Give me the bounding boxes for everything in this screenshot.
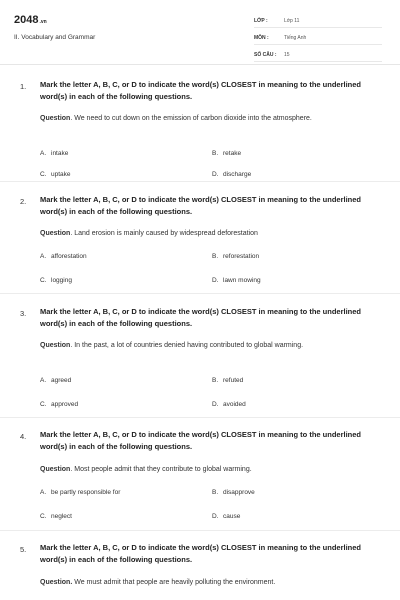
question-label: Question.	[40, 579, 73, 586]
question-text: . In the past, a lot of countries denied having contributed to global warming.	[70, 342, 304, 349]
option-letter: C.	[40, 171, 47, 178]
option-text: avoided	[223, 401, 246, 408]
question-label: Question	[40, 342, 71, 349]
option-letter: D.	[212, 277, 219, 284]
option-letter: C.	[40, 277, 47, 284]
option-letter: C.	[40, 401, 47, 408]
exam-meta	[254, 14, 382, 65]
question-number: 2.	[20, 197, 27, 206]
question-instruction: Mark the letter A, B, C, or D to indicate the word(s) CLOSEST in meaning to the underlined word(s) in each of the following questions.	[40, 543, 361, 564]
question-instruction: Mark the letter A, B, C, or D to indicate the word(s) CLOSEST in meaning to the underlined word(s) in each of the following questions.	[40, 307, 361, 328]
option-text: cause	[223, 513, 241, 520]
option-b[interactable]	[212, 377, 243, 384]
option-letter: B.	[212, 377, 219, 384]
question-stem	[40, 464, 360, 475]
option-d[interactable]	[212, 171, 251, 178]
option-letter: A.	[40, 253, 47, 260]
question-number: 4.	[20, 432, 27, 441]
option-a[interactable]	[40, 253, 87, 260]
question-text: . Most people admit that they contribute to global warming.	[70, 466, 252, 473]
question-stem	[40, 577, 380, 588]
option-c[interactable]	[40, 513, 72, 520]
option-text: intake	[51, 150, 69, 157]
question-item	[0, 531, 400, 600]
option-text: reforestation	[223, 253, 260, 260]
question-instruction: Mark the letter A, B, C, or D to indicate the word(s) CLOSEST in meaning to the underlined word(s) in each of the following questions.	[40, 430, 361, 451]
question-stem	[40, 228, 360, 239]
site-logo[interactable]	[14, 14, 47, 26]
option-b[interactable]	[212, 150, 241, 157]
question-number: 3.	[20, 309, 27, 318]
option-letter: A.	[40, 150, 47, 157]
question-item	[0, 294, 400, 418]
question-instruction: Mark the letter A, B, C, or D to indicate the word(s) CLOSEST in meaning to the underlined word(s) in each of the following questions.	[40, 80, 361, 101]
option-c[interactable]	[40, 171, 71, 178]
option-text: agreed	[51, 377, 72, 384]
question-text: . We need to cut down on the emission of carbon dioxide into the atmosphere.	[70, 115, 312, 122]
option-text: approved	[51, 401, 79, 408]
question-instruction: Mark the letter A, B, C, or D to indicate the word(s) CLOSEST in meaning to the underlined word(s) in each of the following questions.	[40, 195, 361, 216]
option-text: uptake	[51, 171, 71, 178]
meta-value: 15	[284, 51, 290, 58]
option-c[interactable]	[40, 401, 78, 408]
option-text: neglect	[51, 513, 72, 520]
question-list	[0, 64, 400, 600]
option-letter: B.	[212, 150, 219, 157]
option-d[interactable]	[212, 513, 240, 520]
meta-row-class	[254, 14, 382, 28]
option-a[interactable]	[40, 377, 71, 384]
option-text: logging	[51, 277, 72, 284]
option-text: discharge	[223, 171, 252, 178]
question-stem	[40, 113, 360, 124]
option-b[interactable]	[212, 489, 255, 496]
question-item	[0, 182, 400, 294]
option-letter: D.	[212, 513, 219, 520]
meta-key: MÔN :	[254, 34, 269, 41]
question-label: Question	[40, 115, 71, 122]
question-item	[0, 418, 400, 531]
option-letter: B.	[212, 253, 219, 260]
option-c[interactable]	[40, 277, 72, 284]
option-letter: D.	[212, 401, 219, 408]
question-item	[0, 64, 400, 182]
question-number: 5.	[20, 545, 27, 554]
logo-suffix: .vn	[39, 19, 47, 25]
question-stem	[40, 340, 360, 351]
meta-value: Lớp 11	[284, 17, 300, 24]
option-letter: A.	[40, 489, 47, 496]
question-number: 1.	[20, 82, 27, 91]
option-letter: C.	[40, 513, 47, 520]
option-text: be partly responsible for	[51, 489, 121, 496]
option-letter: A.	[40, 377, 47, 384]
meta-row-count	[254, 48, 382, 62]
meta-value: Tiếng Anh	[284, 34, 307, 41]
question-label: Question	[40, 466, 71, 473]
question-label: Question	[40, 230, 71, 237]
meta-key: SỐ CÂU :	[254, 51, 277, 58]
page-header	[0, 0, 400, 65]
option-letter: D.	[212, 171, 219, 178]
option-a[interactable]	[40, 489, 120, 496]
option-text: disapprove	[223, 489, 255, 496]
section-title: II. Vocabulary and Grammar	[14, 34, 96, 41]
logo-main: 2048	[14, 14, 39, 26]
option-a[interactable]	[40, 150, 68, 157]
question-text: We must admit that people are heavily polluting the environment.	[72, 579, 276, 586]
meta-row-subject	[254, 31, 382, 45]
option-text: lawn mowing	[223, 277, 261, 284]
option-d[interactable]	[212, 277, 261, 284]
option-text: retake	[223, 150, 242, 157]
option-b[interactable]	[212, 253, 259, 260]
meta-key: LỚP :	[254, 17, 268, 24]
option-letter: B.	[212, 489, 219, 496]
question-text: . Land erosion is mainly caused by widespread deforestation	[70, 230, 258, 237]
option-text: afforestation	[51, 253, 87, 260]
option-d[interactable]	[212, 401, 246, 408]
option-text: refuted	[223, 377, 244, 384]
